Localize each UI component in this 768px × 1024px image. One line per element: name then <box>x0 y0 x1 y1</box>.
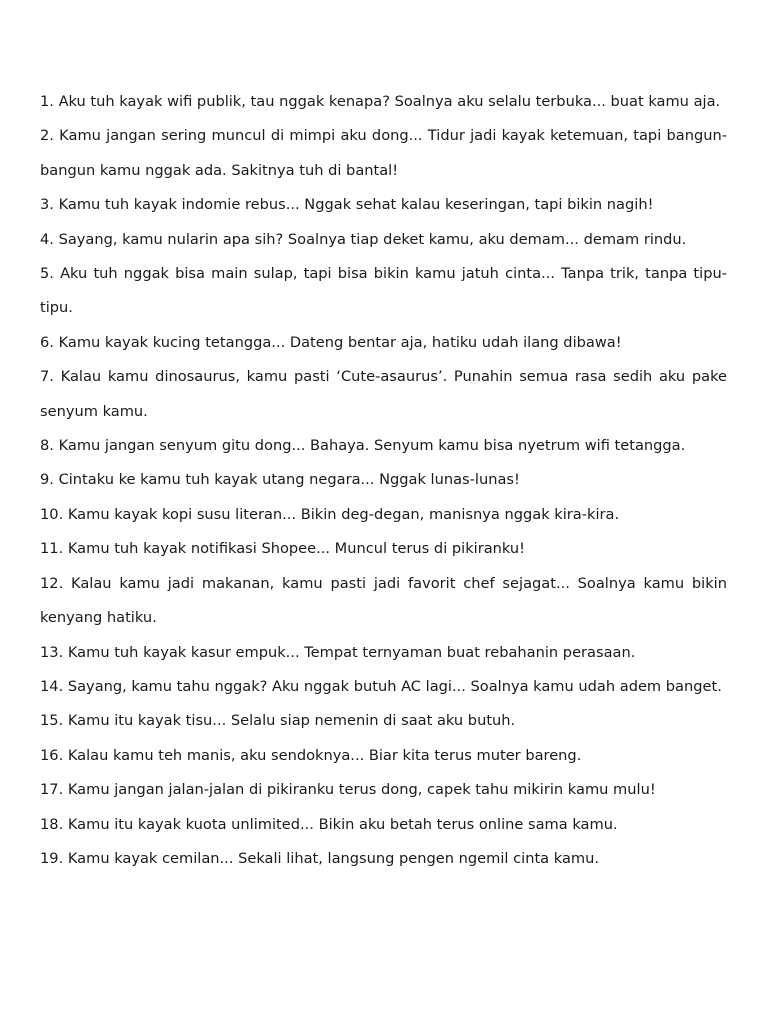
list-item: 7. Kalau kamu dinosaurus, kamu pasti ‘Cute-asaurus’. Punahin semua rasa sedih aku pake senyum kamu. <box>40 368 727 420</box>
list-item: 10. Kamu kayak kopi susu literan... Bikin deg-degan, manisnya nggak kira-kira. <box>40 505 620 523</box>
list-item: 11. Kamu tuh kayak notifikasi Shopee... Muncul terus di pikiranku! <box>40 540 525 558</box>
list-item: 17. Kamu jangan jalan-jalan di pikiranku terus dong, capek tahu mikirin kamu mulu! <box>40 781 656 799</box>
list-item: 15. Kamu itu kayak tisu... Selalu siap nemenin di saat aku butuh. <box>40 712 516 730</box>
list-item: 3. Kamu tuh kayak indomie rebus... Nggak sehat kalau keseringan, tapi bikin nagih! <box>40 196 654 214</box>
list-item: 2. Kamu jangan sering muncul di mimpi aku dong... Tidur jadi kayak ketemuan, tapi bangun-bangun kamu nggak ada. Sakitnya tuh di bantal! <box>40 127 727 179</box>
list-item: 4. Sayang, kamu nularin apa sih? Soalnya tiap deket kamu, aku demam... demam rindu. <box>40 230 687 248</box>
list-item: 12. Kalau kamu jadi makanan, kamu pasti jadi favorit chef sejagat... Soalnya kamu bikin kenyang hatiku. <box>40 574 727 627</box>
list-item: 1. Aku tuh kayak wifi publik, tau nggak kenapa? Soalnya aku selalu terbuka... buat kamu aja. <box>40 93 721 110</box>
list-item: 14. Sayang, kamu tahu nggak? Aku nggak butuh AC lagi... Soalnya kamu udah adem banget. <box>40 677 722 695</box>
list-item: 13. Kamu tuh kayak kasur empuk... Tempat ternyaman buat rebahanin perasaan. <box>40 643 636 661</box>
document-page <box>40 85 727 876</box>
list-item: 8. Kamu jangan senyum gitu dong... Bahaya. Senyum kamu bisa nyetrum wifi tetangga. <box>40 437 686 455</box>
list-item: 18. Kamu itu kayak kuota unlimited... Bikin aku betah terus online sama kamu. <box>40 815 618 833</box>
list-item: 9. Cintaku ke kamu tuh kayak utang negara... Nggak lunas-lunas! <box>40 471 520 489</box>
list-item: 16. Kalau kamu teh manis, aku sendoknya... Biar kita terus muter bareng. <box>40 746 582 764</box>
list-item: 6. Kamu kayak kucing tetangga... Dateng bentar aja, hatiku udah ilang dibawa! <box>40 333 622 351</box>
list-item: 19. Kamu kayak cemilan... Sekali lihat, langsung pengen ngemil cinta kamu. <box>40 849 599 867</box>
list-item: 5. Aku tuh nggak bisa main sulap, tapi bisa bikin kamu jatuh cinta... Tanpa trik, tanpa tipu-tipu. <box>40 265 727 317</box>
